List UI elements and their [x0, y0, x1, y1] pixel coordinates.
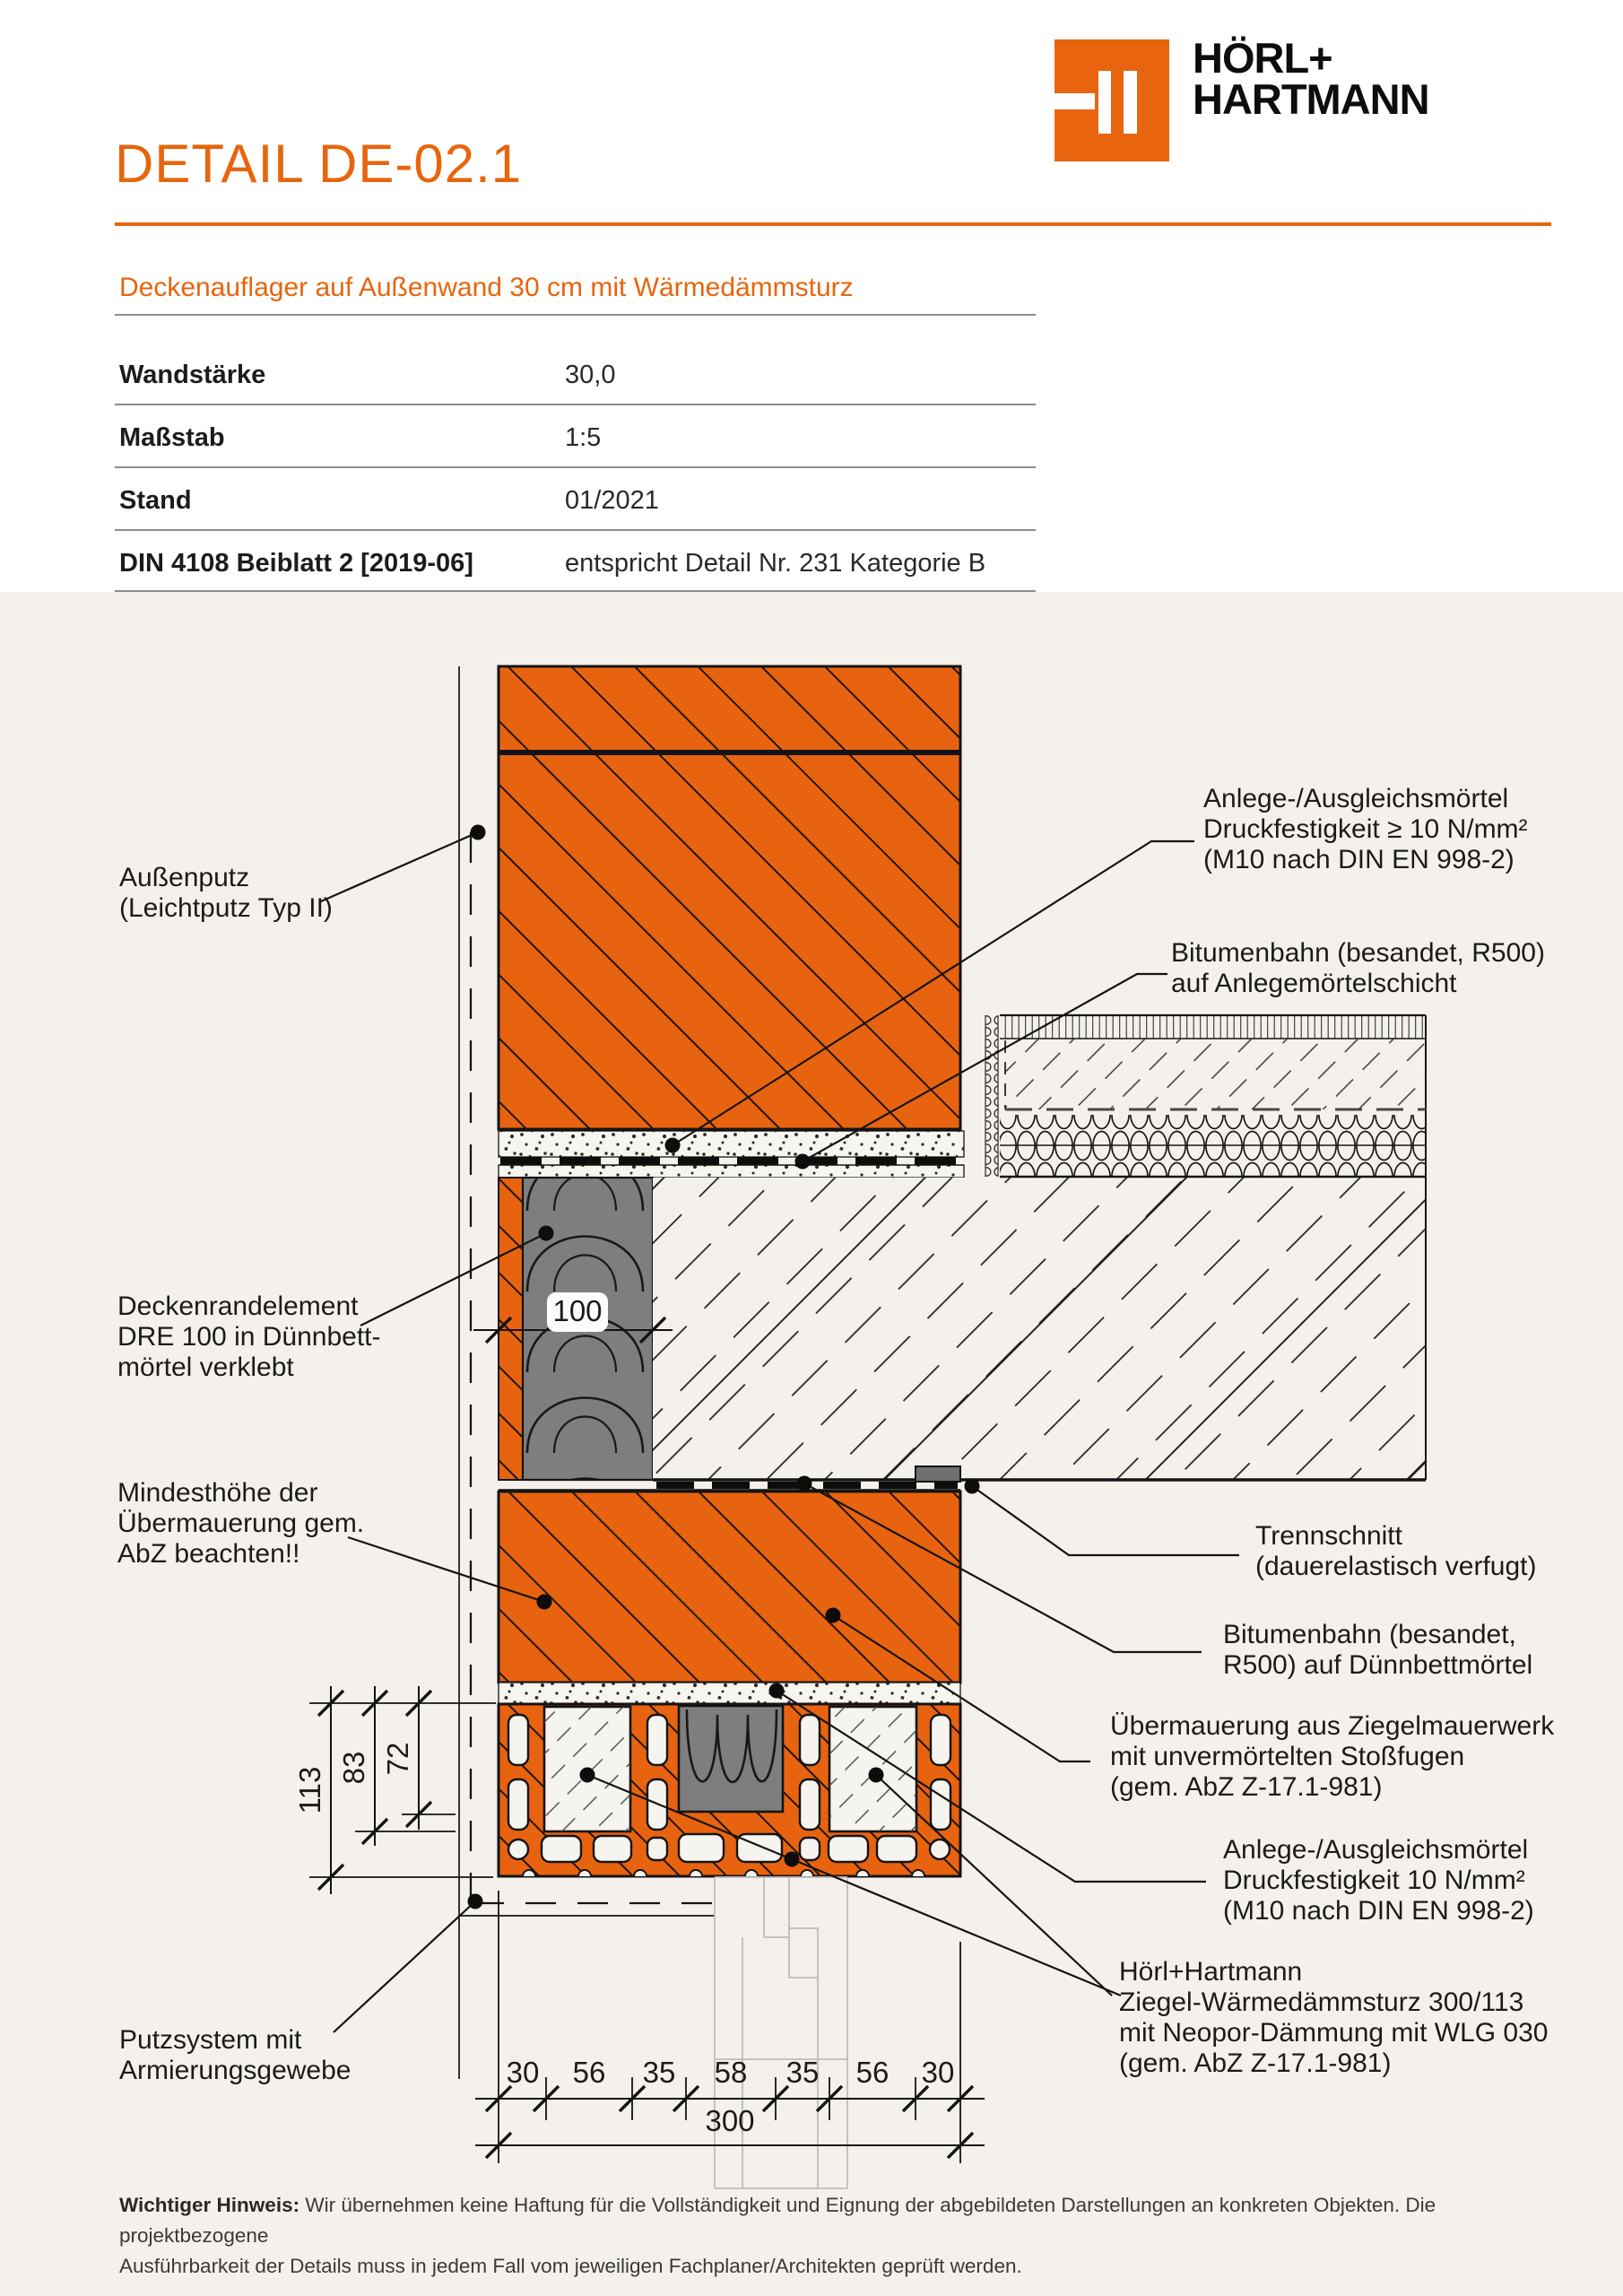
row-separator [115, 466, 1036, 468]
subtitle-separator [115, 314, 1036, 316]
logo-joint-vertical-2 [1124, 71, 1137, 133]
dim-100-text: 100 [552, 1294, 603, 1327]
label-bitumenbahn-anlegemoertel: Bitumenbahn (besandet, R500) auf Anlegemörtelschicht [1171, 938, 1545, 998]
legal-notice-text1: Wir übernehmen keine Haftung für die Vollständigkeit und Eignung der abgebildeten Darstellungen an konkreten Objekten. Die projektbezogene [119, 2194, 1436, 2247]
spec-label-massstab: Maßstab [119, 423, 225, 452]
overbuilt-masonry-wall [499, 1492, 960, 1683]
svg-text:30: 30 [921, 2056, 955, 2089]
dim-72: 72 [381, 1742, 414, 1776]
spec-value-massstab: 1:5 [565, 423, 602, 452]
edge-insulation-strip [985, 1015, 998, 1177]
header-rule [115, 222, 1551, 226]
legal-notice-label: Wichtiger Hinweis: [119, 2194, 300, 2216]
logo-joint-vertical-1 [1098, 71, 1112, 133]
label-anlegemoertel-unten: Anlege-/Ausgleichsmörtel Druckfestigkeit 10 N/mm² (M10 nach DIN EN 998-2) [1223, 1835, 1534, 1926]
upper-exterior-wall [499, 666, 960, 1129]
legal-notice [119, 2190, 1536, 2282]
lintel-bed-mortar [499, 1683, 960, 1704]
spec-label-stand: Stand [119, 486, 192, 515]
thermal-insulation-lintel [499, 1704, 960, 1883]
logo-text-line1: HÖRL+ [1193, 34, 1332, 82]
label-waermedaemmsturz: Hörl+Hartmann Ziegel-Wärmedämmsturz 300/113 mit Neopor-Dämmung mit WLG 030 (gem. AbZ Z-17.1-981) [1119, 1957, 1549, 2078]
floor-finish-layer [1000, 1015, 1426, 1039]
svg-text:30: 30 [506, 2056, 540, 2089]
floor-assembly [985, 1015, 1426, 1177]
levelling-mortar-layer [499, 1131, 964, 1178]
page-title: DETAIL DE-02.1 [115, 134, 523, 194]
hoerl-hartmann-logo-text [1193, 34, 1429, 123]
spec-value-wandstaerke: 30,0 [565, 361, 616, 389]
dim-83: 83 [337, 1751, 370, 1785]
logo-joint-horizontal [1055, 93, 1095, 109]
svg-text:56: 56 [572, 2056, 606, 2089]
lintel-neopor-core [679, 1706, 783, 1812]
label-putzsystem: Putzsystem mit Armierungsgewebe [119, 2025, 352, 2085]
row-separator [115, 529, 1036, 531]
drawing-subtitle: Deckenauflager auf Außenwand 30 cm mit Wärmedämmsturz [119, 273, 854, 302]
svg-text:35: 35 [785, 2056, 820, 2089]
spec-value-din: entspricht Detail Nr. 231 Kategorie B [565, 549, 986, 578]
label-uebermauerung: Übermauerung aus Ziegelmauerwerk mit unvermörtelten Stoßfugen (gem. AbZ Z-17.1-981) [1110, 1711, 1555, 1802]
logo-text-line2: HARTMANN [1193, 75, 1429, 123]
legal-notice-text2: Ausführbarkeit der Details muss in jedem Fall vom jeweiligen Fachplaner/Architekten geprüft werden. [119, 2255, 1022, 2277]
label-aussenputz: Außenputz (Leichtputz Typ II) [119, 863, 333, 923]
screed-layer [1005, 1039, 1426, 1109]
dim-113: 113 [293, 1766, 326, 1814]
separation-cut [916, 1466, 960, 1482]
dim-total-300: 300 [705, 2104, 755, 2137]
row-separator [115, 404, 1036, 405]
spec-label-wandstaerke: Wandstärke [119, 361, 266, 389]
svg-text:35: 35 [642, 2056, 676, 2089]
spec-label-din: DIN 4108 Beiblatt 2 [2019-06] [119, 549, 473, 578]
label-anlegemoertel-oben: Anlege-/Ausgleichsmörtel Druckfestigkeit ≥ 10 N/mm² (M10 nach DIN EN 998-2) [1203, 784, 1528, 874]
label-deckenrandelement: Deckenrandelement DRE 100 in Dünnbett- mörtel verklebt [117, 1292, 381, 1382]
svg-text:56: 56 [855, 2056, 890, 2089]
spec-value-stand: 01/2021 [565, 486, 659, 515]
label-bitumenbahn-duennbett: Bitumenbahn (besandet, R500) auf Dünnbettmörtel [1223, 1620, 1533, 1680]
hoerl-hartmann-logo-icon [1055, 39, 1169, 161]
label-mindesthoehe: Mindesthöhe der Übermauerung gem. AbZ beachten!! [117, 1478, 365, 1569]
label-trennschnitt: Trennschnitt (dauerelastisch verfugt) [1255, 1521, 1537, 1581]
svg-text:58: 58 [714, 2056, 748, 2089]
